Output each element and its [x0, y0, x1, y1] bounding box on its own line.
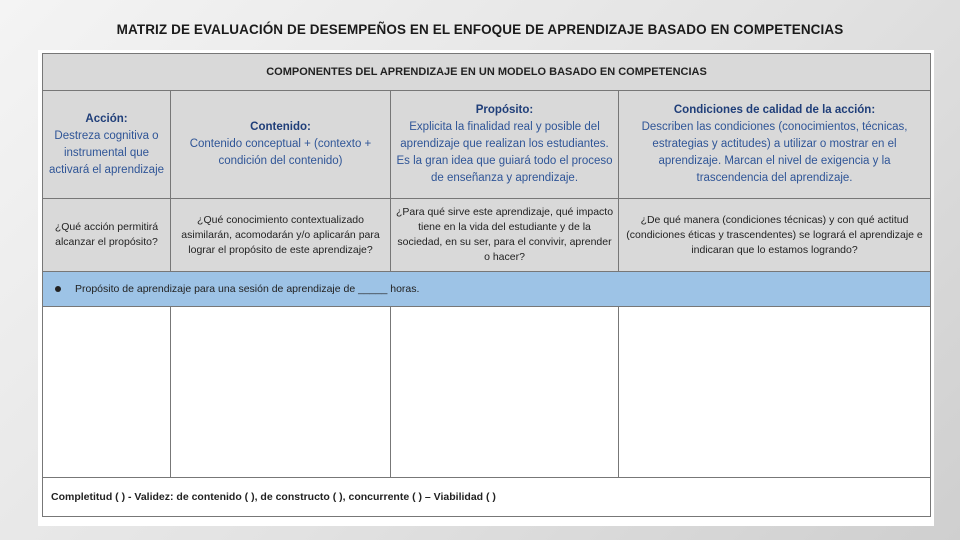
- footer-row: [43, 478, 931, 517]
- bullet-icon: [55, 286, 61, 292]
- answer-cell-accion[interactable]: [43, 307, 171, 478]
- purpose-row: [43, 272, 931, 307]
- column-description: Destreza cognitiva o instrumental que activará el aprendizaje: [48, 129, 165, 176]
- answer-cell-contenido[interactable]: [171, 307, 391, 478]
- answer-cell-condiciones[interactable]: [619, 307, 931, 478]
- definition-accion: [43, 91, 171, 199]
- definition-proposito: [391, 91, 619, 199]
- purpose-text: Propósito de aprendizaje para una sesión de aprendizaje de _____ horas.: [75, 283, 420, 295]
- matrix-header: COMPONENTES DEL APRENDIZAJE EN UN MODELO BASADO EN COMPETENCIAS: [43, 54, 931, 91]
- question-accion: ¿Qué acción permitirá alcanzar el propósito?: [43, 199, 171, 272]
- question-contenido: ¿Qué conocimiento contextualizado asimilarán, acomodarán y/o aplicarán para lograr el propósito de este aprendizaje?: [171, 199, 391, 272]
- answer-row: [43, 307, 931, 478]
- question-row: [43, 199, 931, 272]
- definition-contenido: [171, 91, 391, 199]
- evaluation-matrix: [42, 53, 931, 517]
- purpose-cell: [43, 272, 931, 307]
- column-title: Acción:: [85, 112, 128, 125]
- column-title: Contenido:: [250, 121, 311, 133]
- question-proposito: ¿Para qué sirve este aprendizaje, qué impacto tiene en la vida del estudiante y de la sociedad, en su ser, para el convivir, aprender o hacer?: [391, 199, 619, 272]
- column-description: Contenido conceptual + (contexto + condición del contenido): [189, 138, 372, 167]
- definition-condiciones: [619, 91, 931, 199]
- question-condiciones: ¿De qué manera (condiciones técnicas) y con qué actitud (condiciones éticas y trascendentes) se logrará el aprendizaje e indicaran que lo estamos logrando?: [619, 199, 931, 272]
- answer-cell-proposito[interactable]: [391, 307, 619, 478]
- evaluation-criteria: Completitud ( ) - Validez: de contenido ( ), de constructo ( ), concurrente ( ) – Viabilidad ( ): [43, 478, 931, 517]
- column-description: Describen las condiciones (conocimientos, técnicas, estrategias y actitudes) a utilizar o mostrar en el aprendizaje. Marcan el nivel de exigencia y la trascendencia del aprendizaje.: [641, 121, 908, 184]
- slide-title: MATRIZ DE EVALUACIÓN DE DESEMPEÑOS EN EL ENFOQUE DE APRENDIZAJE BASADO EN COMPETENCIAS: [116, 22, 844, 37]
- column-title: Condiciones de calidad de la acción:: [673, 104, 876, 116]
- column-description: Explicita la finalidad real y posible del aprendizaje que realizan los estudiantes. Es la gran idea que guiará todo el proceso de enseñanza y aprendizaje.: [396, 121, 613, 184]
- column-title: Propósito:: [475, 104, 534, 116]
- definition-row: [43, 91, 931, 199]
